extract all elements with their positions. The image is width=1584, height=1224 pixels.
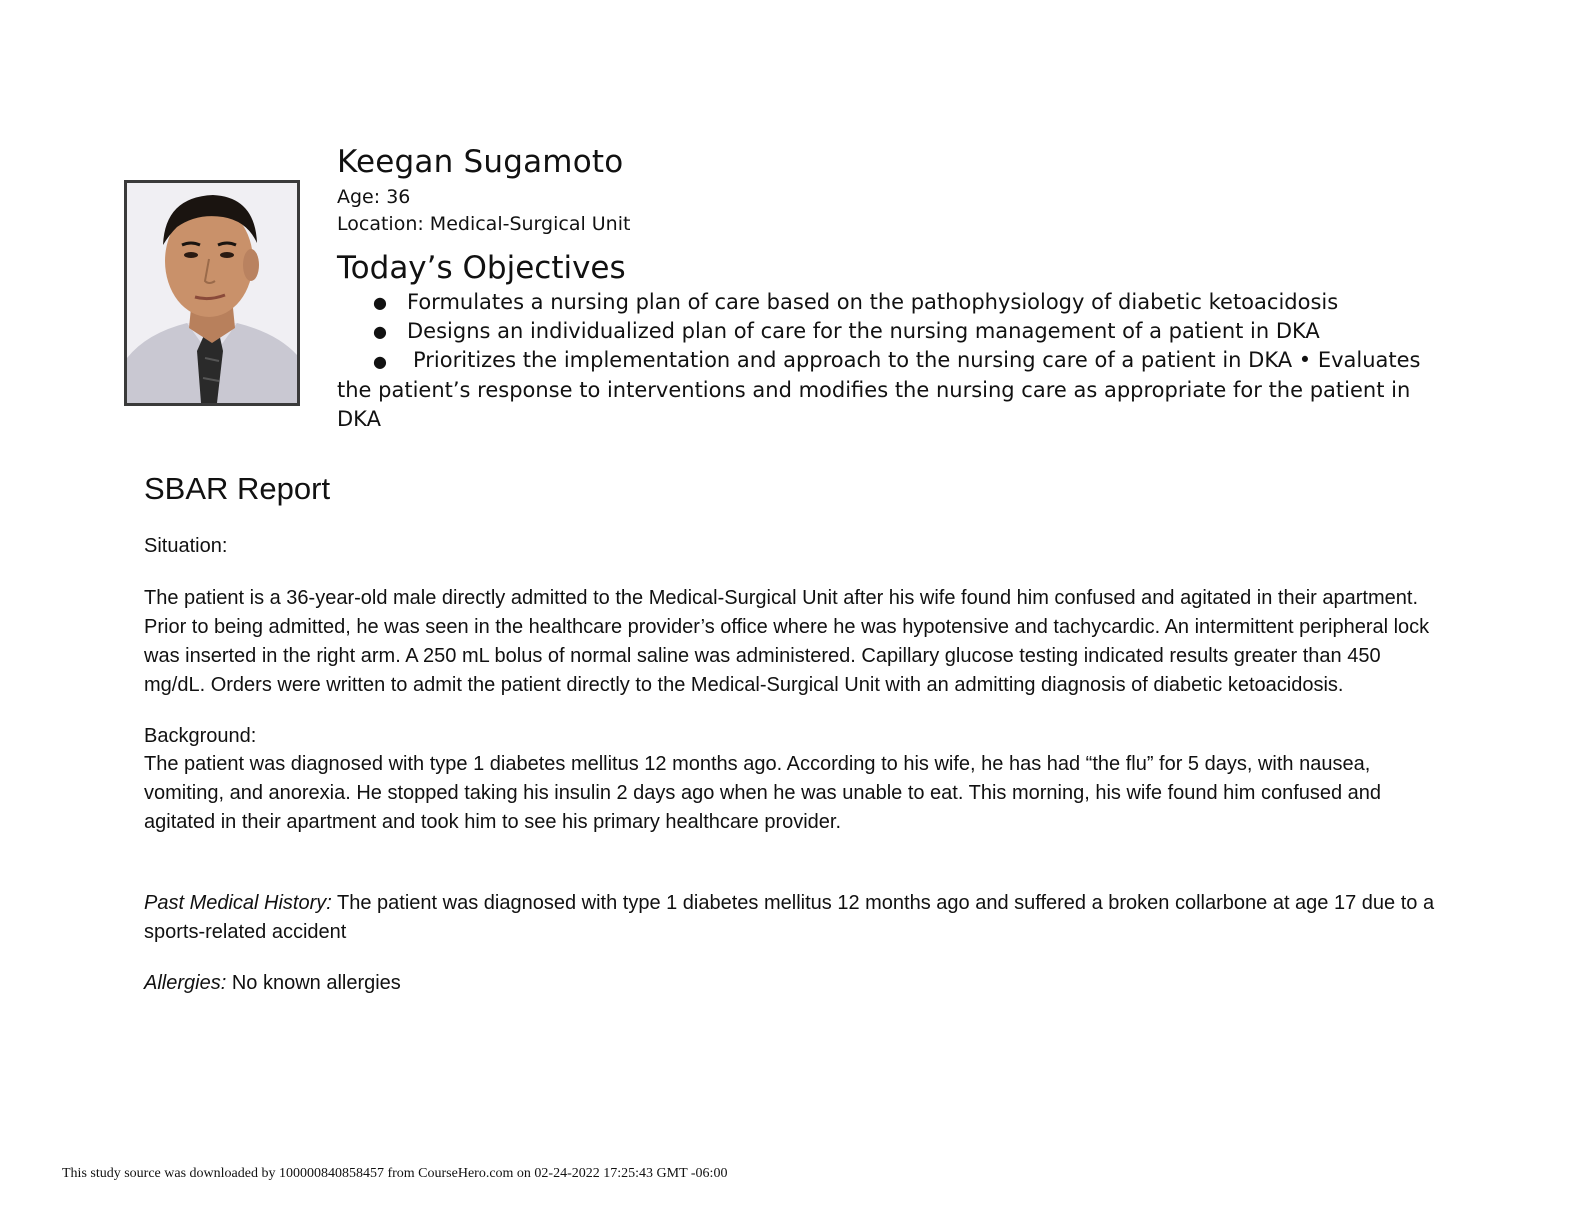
objective-item [337, 288, 1447, 317]
download-footer: This study source was downloaded by 100000840858457 from CourseHero.com on 02-24-2022 17:25:43 GMT -06:00 [62, 1166, 728, 1181]
allergies-label: Allergies: [144, 972, 227, 994]
patient-name: Keegan Sugamoto [337, 144, 624, 180]
pmh-text: The patient was diagnosed with type 1 diabetes mellitus 12 months ago and suffered a broken collarbone at age 17 due to a sports-related accident [144, 892, 1435, 943]
patient-photo [124, 180, 300, 406]
objectives-list [337, 288, 1447, 434]
objectives-title: Today’s Objectives [337, 250, 626, 286]
objective-item [337, 346, 1447, 434]
objective-item [337, 317, 1447, 346]
sbar-title: SBAR Report [144, 471, 331, 506]
situation-text: The patient is a 36-year-old male directly admitted to the Medical-Surgical Unit after his wife found him confused and agitated in their apartment. Prior to being admitted, he was seen in the healthcare provider’s office where he was hypotensive and tachycardic. An intermittent peripheral lock was inserted in the right arm. A 250 mL bolus of normal saline was administered. Capillary glucose testing indicated results greater than 450 mg/dL. Orders were written to admit the patient directly to the Medical-Surgical Unit with an admitting diagnosis of diabetic ketoacidosis. [144, 587, 1430, 696]
patient-age: Age: 36 [337, 186, 411, 208]
background-text: The patient was diagnosed with type 1 diabetes mellitus 12 months ago. According to his wife, he has had “the flu” for 5 days, with nausea, vomiting, and anorexia. He stopped taking his insulin 2 days ago when he was unable to eat. This morning, his wife found him confused and agitated in their apartment and took him to see his primary healthcare provider. [144, 753, 1382, 833]
sbar-report [144, 470, 1444, 998]
objective-text: Designs an individualized plan of care for the nursing management of a patient in DKA [407, 319, 1320, 343]
patient-portrait-icon [127, 183, 297, 403]
pmh-label: Past Medical History: [144, 892, 332, 914]
bullet-icon: ● [373, 322, 387, 341]
objective-text: Formulates a nursing plan of care based on the pathophysiology of diabetic ketoacidosis [407, 290, 1339, 314]
patient-header [337, 140, 1447, 434]
allergies [144, 969, 1444, 998]
allergies-text: No known allergies [226, 972, 401, 994]
bullet-icon: ● [373, 352, 387, 371]
objective-text: Prioritizes the implementation and approach to the nursing care of a patient in DKA • Evaluates the patient’s response to interventions and modifies the nursing care as appropriate for the patient in DKA [337, 348, 1421, 431]
past-medical-history [144, 889, 1444, 947]
patient-location: Location: Medical-Surgical Unit [337, 213, 631, 235]
background-label: Background: [144, 725, 257, 747]
situation-label: Situation: [144, 535, 228, 557]
bullet-icon: ● [373, 293, 387, 312]
